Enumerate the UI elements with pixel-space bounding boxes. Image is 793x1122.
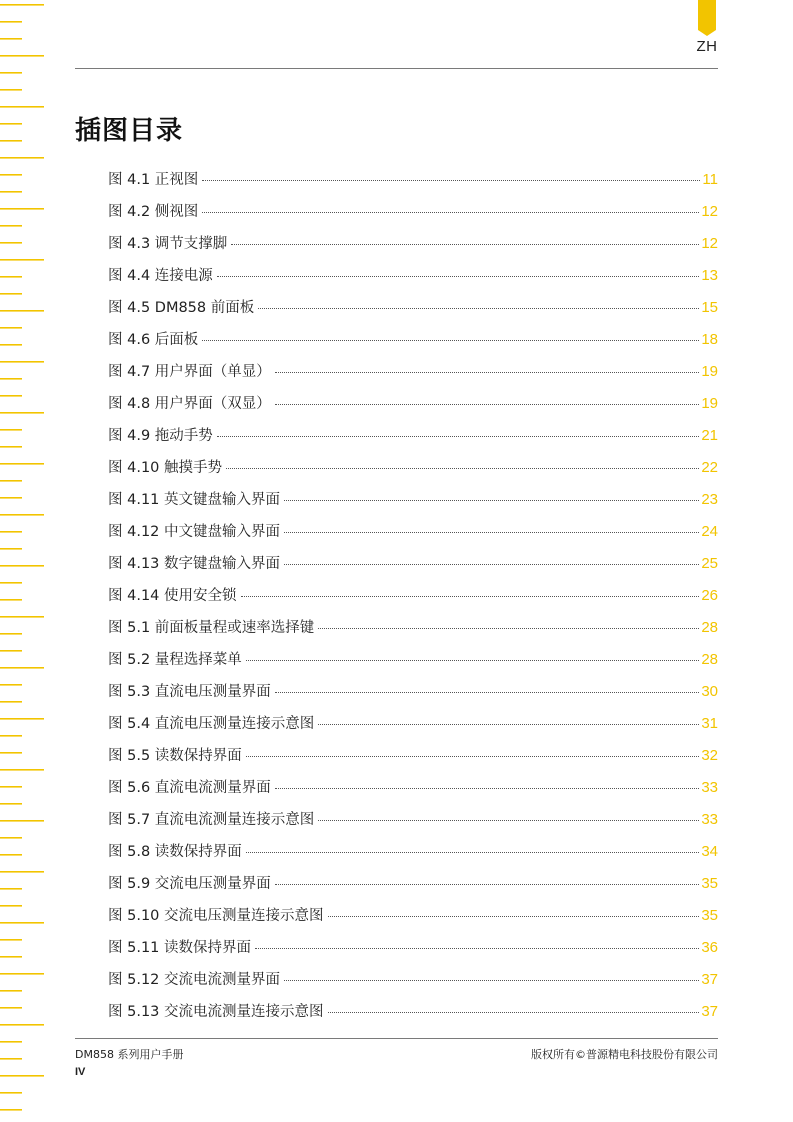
ruler-tick	[0, 497, 22, 499]
ruler-tick	[0, 752, 22, 754]
ruler-tick	[0, 140, 22, 142]
toc-entry[interactable]	[108, 456, 718, 488]
toc-entry[interactable]	[108, 264, 718, 296]
ruler-tick	[0, 446, 22, 448]
ruler-tick	[0, 259, 44, 261]
ruler-tick	[0, 310, 44, 312]
ruler-tick	[0, 21, 22, 23]
toc-entry[interactable]	[108, 392, 718, 424]
ruler-tick	[0, 888, 22, 890]
toc-entry[interactable]	[108, 744, 718, 776]
yellow-tab-marker	[698, 0, 716, 36]
ruler-tick	[0, 616, 44, 618]
toc-entry-page: 12	[701, 235, 718, 252]
toc-entry-page: 30	[701, 683, 718, 700]
ruler-tick	[0, 276, 22, 278]
toc-entry-page: 15	[701, 299, 718, 316]
ruler-tick	[0, 582, 22, 584]
ruler-tick	[0, 1058, 22, 1060]
ruler-tick	[0, 990, 22, 992]
toc-entry-page: 36	[701, 939, 718, 956]
ruler-tick	[0, 4, 44, 6]
toc-entry-page: 28	[701, 619, 718, 636]
toc-entry-page: 23	[701, 491, 718, 508]
toc-leader-dots	[318, 724, 699, 725]
ruler-tick	[0, 718, 44, 720]
ruler-tick	[0, 1109, 22, 1111]
toc-entry-label: 图 5.2 量程选择菜单	[108, 652, 242, 668]
page-title: 插图目录	[75, 116, 184, 146]
toc-leader-dots	[284, 532, 699, 533]
toc-entry-page: 21	[701, 427, 718, 444]
toc-entry-label: 图 5.8 读数保持界面	[108, 844, 242, 860]
toc-entry[interactable]	[108, 488, 718, 520]
toc-entry-page: 35	[701, 907, 718, 924]
ruler-tick	[0, 123, 22, 125]
toc-leader-dots	[284, 500, 699, 501]
ruler-tick	[0, 191, 22, 193]
toc-entry-label: 图 5.10 交流电压测量连接示意图	[108, 908, 324, 924]
ruler-tick	[0, 106, 44, 108]
toc-entry-label: 图 5.1 前面板量程或速率选择键	[108, 620, 315, 636]
ruler-tick	[0, 157, 44, 159]
toc-entry[interactable]	[108, 680, 718, 712]
ruler-tick	[0, 344, 22, 346]
language-label: ZH	[696, 38, 718, 55]
ruler-tick	[0, 599, 22, 601]
toc-entry-label: 图 4.11 英文键盘输入界面	[108, 492, 281, 508]
ruler-tick	[0, 701, 22, 703]
toc-entry[interactable]	[108, 1000, 718, 1032]
ruler-tick	[0, 803, 22, 805]
toc-entry-page: 19	[701, 395, 718, 412]
footer-manual-name: DM858 系列用户手册	[75, 1048, 184, 1061]
ruler-tick	[0, 361, 44, 363]
toc-entry-label: 图 5.12 交流电流测量界面	[108, 972, 281, 988]
ruler-tick	[0, 378, 22, 380]
toc-entry-label: 图 4.1 正视图	[108, 172, 199, 188]
toc-entry[interactable]	[108, 776, 718, 808]
toc-entry[interactable]	[108, 232, 718, 264]
toc-leader-dots	[226, 468, 699, 469]
ruler-tick	[0, 905, 22, 907]
toc-entry-page: 11	[702, 171, 718, 188]
toc-leader-dots	[246, 756, 700, 757]
toc-entry-label: 图 5.4 直流电压测量连接示意图	[108, 716, 315, 732]
ruler-tick	[0, 871, 44, 873]
toc-entry-page: 18	[701, 331, 718, 348]
header-divider	[75, 68, 718, 69]
toc-entry-page: 32	[701, 747, 718, 764]
toc-entry-label: 图 4.7 用户界面（单显）	[108, 364, 271, 380]
toc-entry-page: 13	[701, 267, 718, 284]
toc-leader-dots	[217, 436, 700, 437]
toc-leader-dots	[202, 212, 699, 213]
toc-leader-dots	[284, 980, 699, 981]
toc-entry-page: 33	[701, 811, 718, 828]
toc-entry-page: 34	[701, 843, 718, 860]
footer-copyright: 版权所有©普源精电科技股份有限公司	[531, 1048, 718, 1061]
toc-entry[interactable]	[108, 168, 718, 200]
toc-entry-page: 37	[701, 971, 718, 988]
toc-entry[interactable]	[108, 968, 718, 1000]
toc-entry-label: 图 5.5 读数保持界面	[108, 748, 242, 764]
ruler-tick	[0, 208, 44, 210]
ruler-tick	[0, 837, 22, 839]
ruler-tick	[0, 242, 22, 244]
toc-entry[interactable]	[108, 808, 718, 840]
ruler-tick	[0, 429, 22, 431]
ruler-tick	[0, 854, 22, 856]
toc-leader-dots	[275, 788, 700, 789]
toc-leader-dots	[284, 564, 699, 565]
toc-entry-label: 图 4.3 调节支撑脚	[108, 236, 228, 252]
toc-entry[interactable]	[108, 584, 718, 616]
margin-ruler	[0, 0, 48, 1122]
toc-entry[interactable]	[108, 552, 718, 584]
toc-leader-dots	[202, 180, 700, 181]
ruler-tick	[0, 820, 44, 822]
toc-leader-dots	[246, 660, 700, 661]
toc-entry[interactable]	[108, 936, 718, 968]
toc-leader-dots	[275, 372, 700, 373]
toc-leader-dots	[231, 244, 699, 245]
ruler-tick	[0, 395, 22, 397]
toc-entry-label: 图 5.3 直流电压测量界面	[108, 684, 271, 700]
toc-leader-dots	[328, 916, 700, 917]
ruler-tick	[0, 633, 22, 635]
ruler-tick	[0, 548, 22, 550]
ruler-tick	[0, 1075, 44, 1077]
toc-leader-dots	[241, 596, 700, 597]
ruler-tick	[0, 72, 22, 74]
ruler-tick	[0, 174, 22, 176]
ruler-tick	[0, 922, 44, 924]
toc-entry-label: 图 4.13 数字键盘输入界面	[108, 556, 281, 572]
toc-entry-page: 28	[701, 651, 718, 668]
footer-divider	[75, 1038, 718, 1039]
toc-leader-dots	[217, 276, 700, 277]
ruler-tick	[0, 786, 22, 788]
ruler-tick	[0, 939, 22, 941]
toc-entry-page: 37	[701, 1003, 718, 1020]
ruler-tick	[0, 531, 22, 533]
toc-entry[interactable]	[108, 616, 718, 648]
toc-entry[interactable]	[108, 424, 718, 456]
toc-leader-dots	[202, 340, 699, 341]
ruler-tick	[0, 1092, 22, 1094]
ruler-tick	[0, 463, 44, 465]
toc-entry-label: 图 4.2 侧视图	[108, 204, 199, 220]
ruler-tick	[0, 667, 44, 669]
toc-leader-dots	[258, 308, 699, 309]
toc-entry-label: 图 5.11 读数保持界面	[108, 940, 252, 956]
toc-leader-dots	[275, 692, 700, 693]
toc-entry-label: 图 4.5 DM858 前面板	[108, 300, 255, 316]
toc-entry-label: 图 4.8 用户界面（双显）	[108, 396, 271, 412]
toc-entry-label: 图 4.9 拖动手势	[108, 428, 213, 444]
toc-entry-page: 31	[701, 715, 718, 732]
toc-entry-label: 图 5.9 交流电压测量界面	[108, 876, 271, 892]
toc-entry-label: 图 4.6 后面板	[108, 332, 199, 348]
ruler-tick	[0, 89, 22, 91]
toc-entry-page: 26	[701, 587, 718, 604]
toc-entry[interactable]	[108, 840, 718, 872]
ruler-tick	[0, 565, 44, 567]
toc-list	[108, 168, 718, 1032]
toc-entry-page: 24	[701, 523, 718, 540]
toc-entry[interactable]	[108, 200, 718, 232]
page-number: IV	[75, 1066, 86, 1078]
toc-leader-dots	[318, 820, 699, 821]
toc-entry-label: 图 5.7 直流电流测量连接示意图	[108, 812, 315, 828]
toc-leader-dots	[275, 884, 700, 885]
toc-entry-label: 图 5.13 交流电流测量连接示意图	[108, 1004, 324, 1020]
toc-leader-dots	[328, 1012, 700, 1013]
ruler-tick	[0, 1007, 22, 1009]
ruler-tick	[0, 480, 22, 482]
toc-entry[interactable]	[108, 296, 718, 328]
ruler-tick	[0, 38, 22, 40]
toc-entry[interactable]	[108, 648, 718, 680]
toc-entry-label: 图 4.14 使用安全锁	[108, 588, 237, 604]
toc-entry-label: 图 4.12 中文键盘输入界面	[108, 524, 281, 540]
toc-entry-page: 22	[701, 459, 718, 476]
toc-entry-page: 19	[701, 363, 718, 380]
ruler-tick	[0, 55, 44, 57]
ruler-tick	[0, 769, 44, 771]
toc-entry-page: 33	[701, 779, 718, 796]
ruler-tick	[0, 293, 22, 295]
ruler-tick	[0, 684, 22, 686]
toc-entry-page: 12	[701, 203, 718, 220]
ruler-tick	[0, 514, 44, 516]
toc-leader-dots	[255, 948, 699, 949]
toc-entry[interactable]	[108, 872, 718, 904]
toc-leader-dots	[318, 628, 699, 629]
ruler-tick	[0, 327, 22, 329]
toc-leader-dots	[246, 852, 700, 853]
toc-entry-page: 35	[701, 875, 718, 892]
ruler-tick	[0, 225, 22, 227]
ruler-tick	[0, 956, 22, 958]
toc-entry[interactable]	[108, 328, 718, 360]
toc-entry[interactable]	[108, 712, 718, 744]
toc-entry-page: 25	[701, 555, 718, 572]
toc-entry[interactable]	[108, 360, 718, 392]
ruler-tick	[0, 973, 44, 975]
ruler-tick	[0, 1024, 44, 1026]
ruler-tick	[0, 650, 22, 652]
toc-entry[interactable]	[108, 520, 718, 552]
toc-leader-dots	[275, 404, 700, 405]
ruler-tick	[0, 735, 22, 737]
toc-entry[interactable]	[108, 904, 718, 936]
toc-entry-label: 图 5.6 直流电流测量界面	[108, 780, 271, 796]
toc-entry-label: 图 4.4 连接电源	[108, 268, 213, 284]
ruler-tick	[0, 1041, 22, 1043]
ruler-tick	[0, 412, 44, 414]
toc-entry-label: 图 4.10 触摸手势	[108, 460, 223, 476]
